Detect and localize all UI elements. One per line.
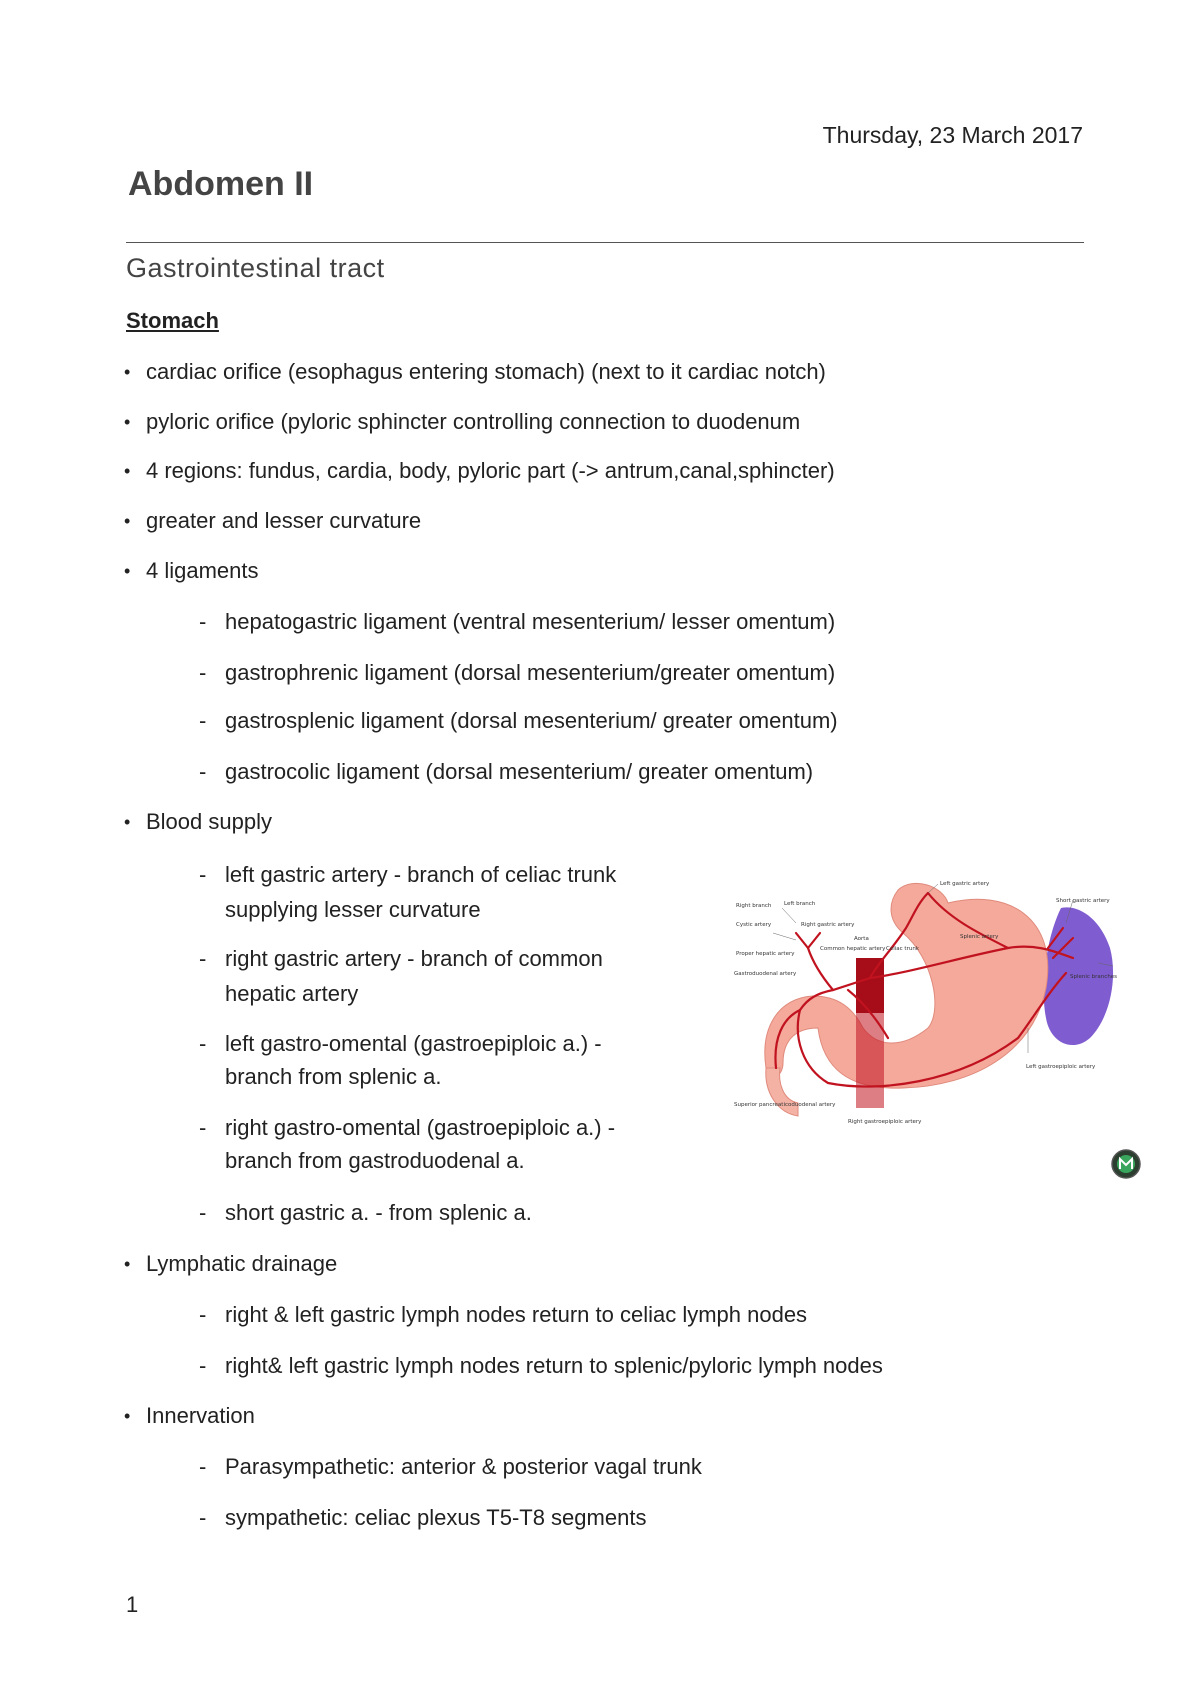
list-item-continued: branch from splenic a.: [225, 1064, 442, 1089]
list-item: gastrophrenic ligament (dorsal mesenterium/greater omentum): [225, 660, 836, 685]
bullet-dot: •: [124, 461, 131, 481]
bullet-dot: •: [124, 412, 131, 432]
list-item: Blood supply: [146, 809, 272, 834]
dash-marker: -: [199, 1454, 207, 1479]
stomach-blood-supply-figure: [728, 878, 1140, 1138]
label-right-gastroepiploic: Right gastroepiploic artery: [848, 1119, 922, 1125]
list-item: 4 regions: fundus, cardia, body, pyloric part (-> antrum,canal,sphincter): [146, 458, 835, 483]
label-left-branch: Left branch: [784, 901, 816, 907]
label-proper-hepatic: Proper hepatic artery: [736, 951, 795, 957]
title-divider: [126, 242, 1084, 243]
section-heading: Gastrointestinal tract: [126, 253, 385, 283]
dash-marker: -: [199, 1200, 207, 1225]
date: Thursday, 23 March 2017: [822, 122, 1083, 148]
list-item-continued: hepatic artery: [225, 981, 359, 1006]
list-item: sympathetic: celiac plexus T5-T8 segments: [225, 1505, 647, 1530]
dash-marker: -: [199, 660, 207, 685]
list-item-continued: branch from gastroduodenal a.: [225, 1148, 525, 1173]
dash-marker: -: [199, 609, 207, 634]
label-splenic: Splenic artery: [960, 934, 999, 940]
list-item: right& left gastric lymph nodes return to splenic/pyloric lymph nodes: [225, 1353, 883, 1378]
dash-marker: -: [199, 708, 207, 733]
list-item: right & left gastric lymph nodes return to celiac lymph nodes: [225, 1302, 808, 1327]
list-item: pyloric orifice (pyloric sphincter controlling connection to duodenum: [146, 409, 801, 434]
label-right-branch: Right branch: [736, 903, 772, 909]
list-item: short gastric a. - from splenic a.: [225, 1200, 532, 1225]
label-cystic: Cystic artery: [736, 922, 772, 928]
bullet-dot: •: [124, 511, 131, 531]
dash-marker: -: [199, 1353, 207, 1378]
label-gastroduodenal: Gastroduodenal artery: [734, 971, 797, 977]
list-item: gastrocolic ligament (dorsal mesenterium/ greater omentum): [225, 759, 814, 784]
list-item: cardiac orifice (esophagus entering stomach) (next to it cardiac notch): [146, 359, 826, 384]
label-left-gastric: Left gastric artery: [940, 881, 990, 887]
list-item: hepatogastric ligament (ventral mesenterium/ lesser omentum): [225, 609, 836, 634]
list-item: greater and lesser curvature: [146, 508, 422, 533]
bullet-dot: •: [124, 812, 131, 832]
label-common-hepatic: Common hepatic artery: [820, 946, 886, 952]
aorta-upper-shape: [856, 958, 884, 1013]
list-item: Lymphatic drainage: [146, 1251, 338, 1276]
bullet-dot: •: [124, 1254, 131, 1274]
dash-marker: -: [199, 946, 207, 971]
dash-marker: -: [199, 1031, 207, 1056]
bullet-dot: •: [124, 561, 131, 581]
dash-marker: -: [199, 1505, 207, 1530]
dash-marker: -: [199, 862, 207, 887]
label-superior-pancreatico: Superior pancreaticoduodenal artery: [734, 1102, 836, 1108]
label-short-gastric: Short gastric artery: [1056, 898, 1110, 904]
subheading-stomach: Stomach: [126, 308, 219, 333]
list-item: Parasympathetic: anterior & posterior vagal trunk: [225, 1454, 702, 1479]
list-item: left gastro-omental (gastroepiploic a.) -: [225, 1031, 602, 1056]
list-item: gastrosplenic ligament (dorsal mesenterium/ greater omentum): [225, 708, 838, 733]
publisher-logo-icon: [1110, 1148, 1142, 1180]
duodenum-shape: [766, 1068, 798, 1116]
stomach-shape: [765, 883, 1048, 1088]
label-splenic-branches: Splenic branches: [1070, 974, 1118, 980]
list-item: right gastric artery - branch of common: [225, 946, 603, 971]
list-item: left gastric artery - branch of celiac trunk: [225, 862, 617, 887]
list-item-continued: supplying lesser curvature: [225, 897, 481, 922]
list-item: Innervation: [146, 1403, 255, 1428]
list-item: right gastro-omental (gastroepiploic a.) -: [225, 1115, 616, 1140]
label-aorta: Aorta: [854, 936, 869, 942]
dash-marker: -: [199, 1302, 207, 1327]
label-left-gastroepiploic: Left gastroepiploic artery: [1026, 1064, 1096, 1070]
dash-marker: -: [199, 1115, 207, 1140]
bullet-dot: •: [124, 362, 131, 382]
label-right-gastric: Right gastric artery: [801, 922, 855, 928]
label-celiac: Celiac trunk: [886, 946, 919, 952]
page-title: Abdomen II: [128, 165, 314, 203]
dash-marker: -: [199, 759, 207, 784]
page-number: 1: [126, 1592, 139, 1617]
list-item: 4 ligaments: [146, 558, 259, 583]
bullet-dot: •: [124, 1406, 131, 1426]
